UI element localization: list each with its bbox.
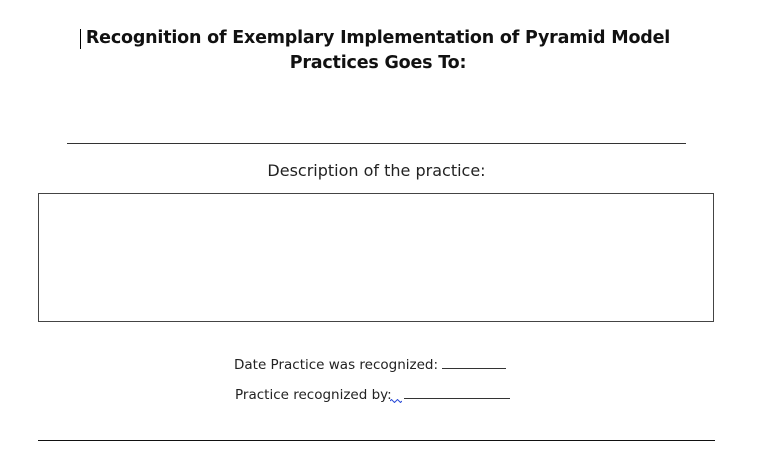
description-box[interactable] <box>38 193 714 322</box>
recognized-by-blank[interactable] <box>404 386 510 399</box>
title-line-1: Recognition of Exemplary Implementation of Pyramid Model <box>85 28 671 48</box>
date-recognized-blank[interactable] <box>442 356 506 369</box>
date-recognized-row <box>234 356 506 375</box>
recognized-by-label: Practice recognized by: <box>235 387 392 403</box>
document-title <box>60 26 696 76</box>
description-label: Description of the practice: <box>267 161 486 180</box>
bottom-divider <box>38 440 715 441</box>
title-line-2: Practices Goes To: <box>289 53 467 73</box>
recognized-by-row <box>235 386 510 405</box>
recipient-name-line[interactable] <box>67 143 686 144</box>
spellcheck-squiggle-icon <box>392 387 400 399</box>
date-recognized-label: Date Practice was recognized: <box>234 357 439 373</box>
